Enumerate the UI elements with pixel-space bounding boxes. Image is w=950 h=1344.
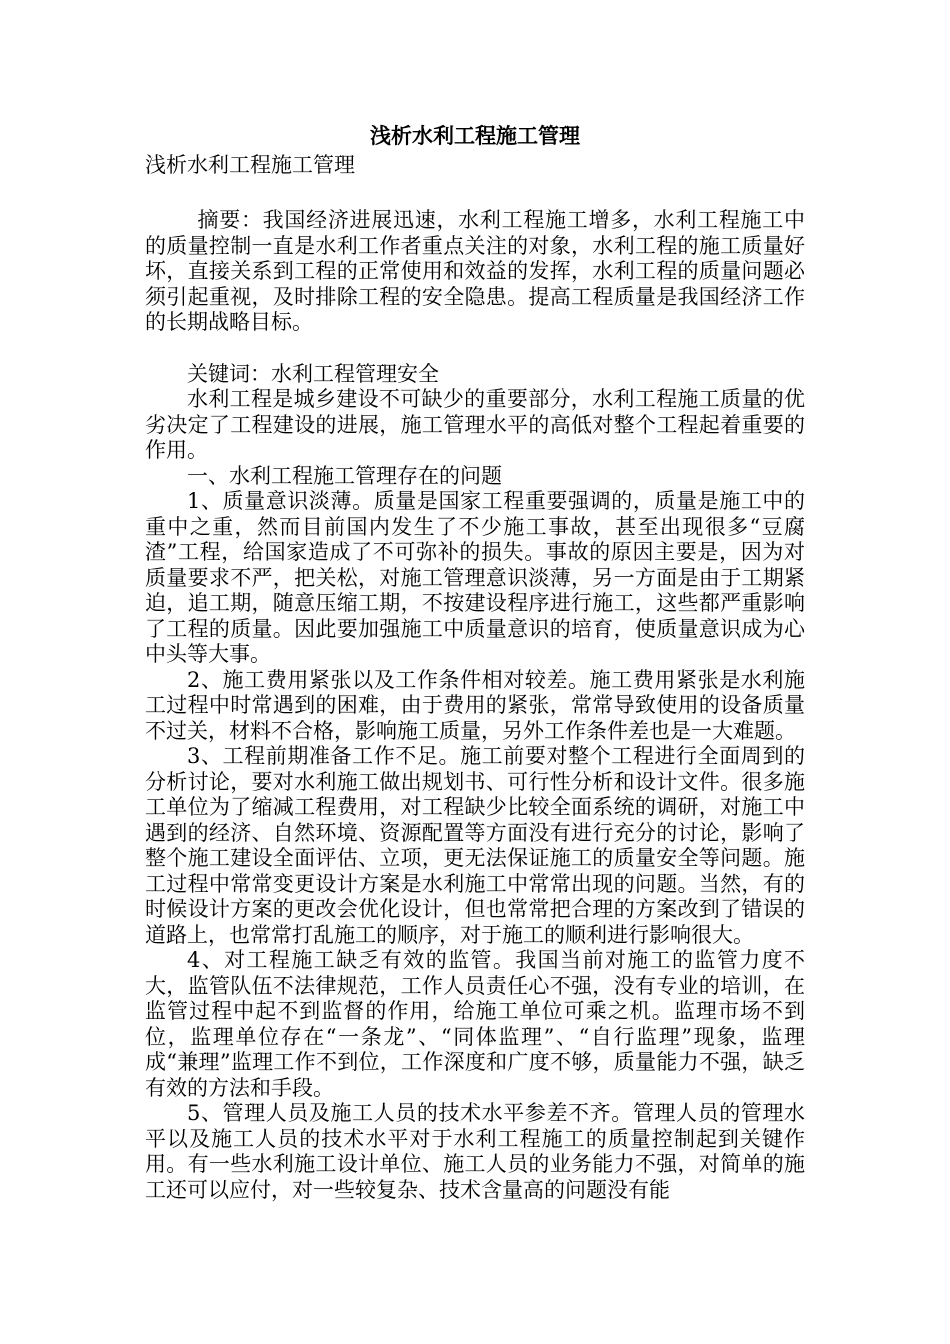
document-body — [145, 120, 805, 1203]
keywords-line: 关键词：水利工程管理安全 — [187, 361, 439, 386]
body-paragraph-1: 1、质量意识淡薄。质量是国家工程重要强调的，质量是施工中的重中之重，然而目前国内发生了不少施工事故，甚至出现很多“豆腐渣”工程，给国家造成了不可弥补的损失。事故的原因主要是，因为对质量要求不严，把关松，对施工管理意识淡薄，另一方面是由于工期紧迫，追工期，随意压缩工期，不按建设程序进行施工，这些都严重影响了工程的质量。因此要加强施工中质量意识的培育，使质量意识成为心中头等大事。 — [145, 489, 805, 666]
section-heading: 一、水利工程施工管理存在的问题 — [187, 463, 502, 488]
body-paragraph-5: 5、管理人员及施工人员的技术水平参差不齐。管理人员的管理水平以及施工人员的技术水平对于水利工程施工的质量控制起到关键作用。有一些水利施工设计单位、施工人员的业务能力不强，对简单的施工还可以应付，对一些较复杂、技术含量高的问题没有能 — [145, 1101, 805, 1202]
document-subtitle: 浅析水利工程施工管理 — [145, 153, 355, 177]
body-paragraph-4: 4、对工程施工缺乏有效的监管。我国当前对施工的监管力度不大，监管队伍不法律规范，工作人员责任心不强，没有专业的培训，在监管过程中起不到监督的作用，给施工单位可乘之机。监理市场不到位，监理单位存在“一条龙”、“同体监理”、“自行监理”现象，监理成“兼理”监理工作不到位，工作深度和广度不够，质量能力不强，缺乏有效的方法和手段。 — [145, 948, 805, 1100]
abstract-paragraph: 摘要：我国经济进展迅速，水利工程施工增多，水利工程施工中的质量控制一直是水利工作者重点关注的对象，水利工程的施工质量好坏，直接关系到工程的正常使用和效益的发挥，水利工程的质量问题必须引起重视，及时排除工程的安全隐患。提高工程质量是我国经济工作的长期战略目标。 — [145, 208, 805, 334]
spacer — [145, 178, 805, 208]
body-paragraph-2: 2、施工费用紧张以及工作条件相对较差。施工费用紧张是水利施工过程中时常遇到的困难，由于费用的紧张，常常导致使用的设备质量不过关，材料不合格，影响施工质量，另外工作条件差也是一大难题。 — [145, 667, 805, 743]
intro-paragraph: 水利工程是城乡建设不可缺少的重要部分，水利工程施工质量的优劣决定了工程建设的进展，施工管理水平的高低对整个工程起着重要的作用。 — [145, 387, 805, 462]
body-paragraph-3: 3、工程前期准备工作不足。施工前要对整个工程进行全面周到的分析讨论，要对水利施工做出规划书、可行性分析和设计文件。很多施工单位为了缩减工程费用，对工程缺少比较全面系统的调研，对施工中遇到的经济、自然环境、资源配置等方面没有进行充分的讨论，影响了整个施工建设全面评估、立项，更无法保证施工的质量安全等问题。施工过程中常常变更设计方案是水利施工中常常出现的问题。当然，有的时候设计方案的更改会优化设计，但也常常把合理的方案改到了错误的道路上，也常常打乱施工的顺序，对于施工的顺利进行影响很大。 — [145, 744, 805, 947]
document-title: 浅析水利工程施工管理 — [370, 123, 580, 148]
spacer — [145, 336, 805, 362]
